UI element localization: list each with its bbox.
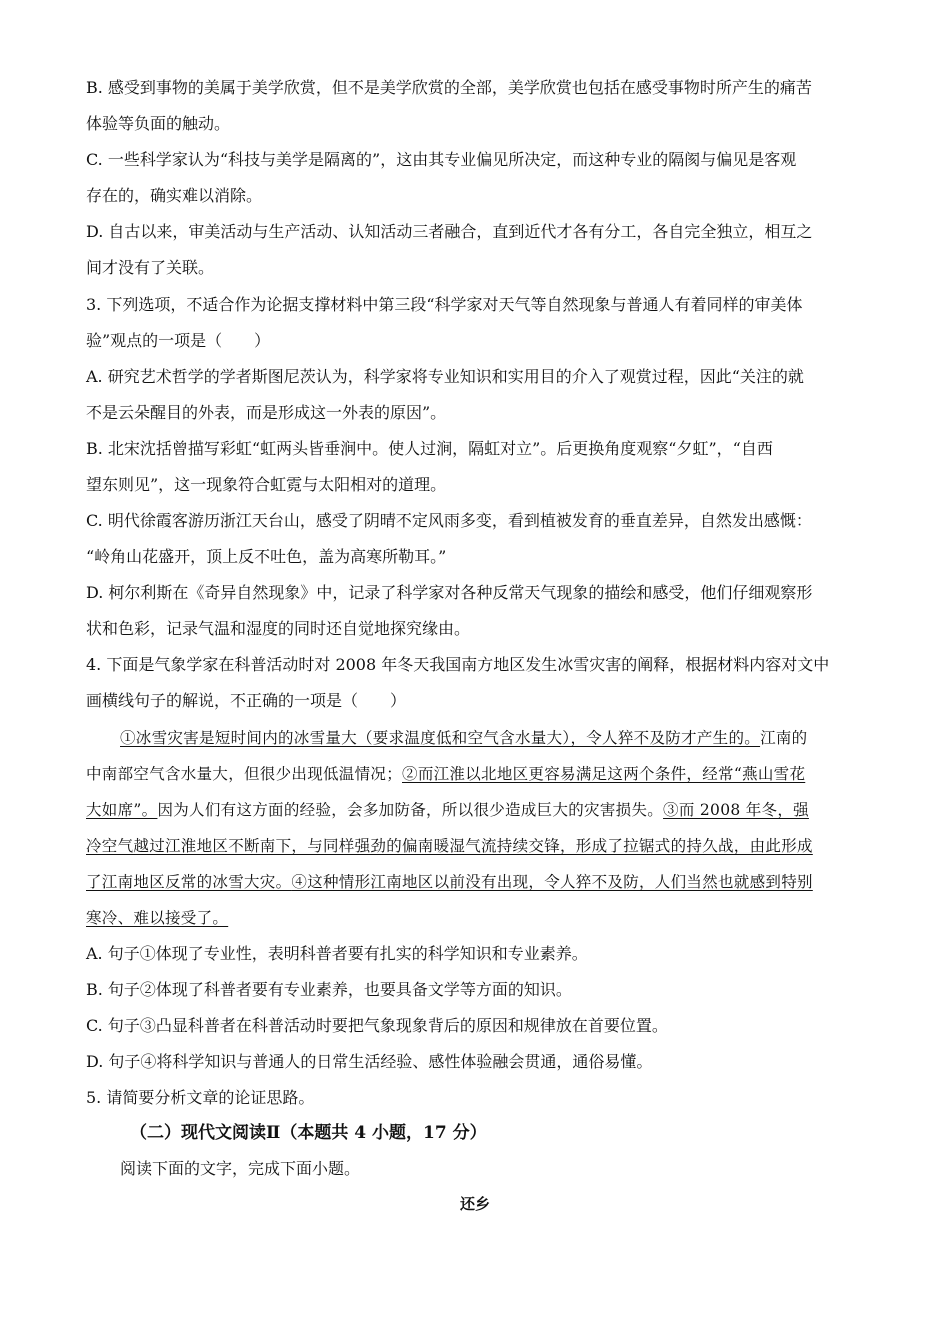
q4-stem-line-1: 4. 下面是气象学家在科普活动时对 2008 年冬天我国南方地区发生冰雪灾害的阐释，根据材料内容对文中 (86, 655, 830, 674)
q5-stem: 5. 请简要分析文章的论证思路。 (86, 1088, 315, 1107)
underlined-sentence-4-end: 寒冷、难以接受了。 (86, 909, 229, 927)
underlined-sentence-4: ④这种情形江南地区以前没有出现，令人猝不及防，人们当然也就感到特别 (291, 873, 813, 891)
underlined-sentence-2-end: 大如席”。 (86, 801, 158, 819)
q4-passage-line-3 (86, 799, 809, 821)
q2-option-c-line-2: 存在的，确实难以消除。 (86, 186, 263, 205)
passage-text: 中南部空气含水量大，但很少出现低温情况； (86, 765, 403, 783)
q2-option-c-line-1: C. 一些科学家认为“科技与美学是隔离的”，这由其专业偏见所决定，而这种专业的隔阂与偏见是客观 (86, 150, 797, 169)
underlined-sentence-3: ③而 2008 年冬，强 (663, 801, 809, 819)
q4-passage-line-1 (120, 727, 807, 749)
section-heading: （二）现代文阅读Ⅱ（本题共 4 小题，17 分） (130, 1123, 487, 1143)
q3-option-c-line-1: C. 明代徐霞客游历浙江天台山，感受了阴晴不定风雨多变，看到植被发育的垂直差异，自然发出感慨： (86, 511, 812, 530)
q4-stem-line-2: 画横线句子的解说，不正确的一项是（ ） (86, 691, 407, 710)
q4-option-b: B. 句子②体现了科普者要有专业素养，也要具备文学等方面的知识。 (86, 980, 572, 999)
q4-option-d: D. 句子④将科学知识与普通人的日常生活经验、感性体验融会贯通，通俗易懂。 (86, 1052, 653, 1071)
underlined-sentence-3-end: 了江南地区反常的冰雪大灾。 (86, 873, 292, 891)
q2-option-d-line-1: D. 自古以来，审美活动与生产活动、认知活动三者融合，直到近代才各有分工，各自完全独立，相互之 (86, 222, 813, 241)
q3-stem-line-2: 验”观点的一项是（ ） (86, 331, 271, 350)
underlined-sentence-2: ②而江淮以北地区更容易满足这两个条件，经常“燕山雪花 (402, 765, 806, 783)
q4-passage-line-2 (86, 763, 805, 785)
q3-stem-line-1: 3. 下列选项，不适合作为论据支撑材料中第三段“科学家对天气等自然现象与普通人有着同样的审美体 (86, 295, 803, 314)
q4-option-c: C. 句子③凸显科普者在科普活动时要把气象现象背后的原因和规律放在首要位置。 (86, 1016, 668, 1035)
q4-passage-line-4 (86, 835, 813, 857)
q4-passage-line-5 (86, 871, 813, 893)
underlined-sentence-3-cont: 冷空气越过江淮地区不断南下，与同样强劲的偏南暖湿气流持续交锋，形成了拉锯式的持久战，由此形成 (86, 837, 813, 855)
section-instruction: 阅读下面的文字，完成下面小题。 (120, 1159, 361, 1178)
underlined-sentence-1: ①冰雪灾害是短时间内的冰雪量大（要求温度低和空气含水量大），令人猝不及防才产生的。 (120, 729, 761, 747)
q3-option-a-line-1: A. 研究艺术哲学的学者斯图尼茨认为，科学家将专业知识和实用目的介入了观赏过程，因此“关注的就 (86, 367, 804, 386)
q4-passage-line-6 (86, 907, 228, 929)
q4-option-a: A. 句子①体现了专业性，表明科普者要有扎实的科学知识和专业素养。 (86, 944, 588, 963)
q3-option-b-line-1: B. 北宋沈括曾描写彩虹“虹两头皆垂涧中。使人过涧，隔虹对立”。后更换角度观察“夕虹”，“自西 (86, 439, 773, 458)
q3-option-d-line-2: 状和色彩，记录气温和湿度的同时还自觉地探究缘由。 (86, 619, 471, 638)
passage-title: 还乡 (459, 1195, 490, 1213)
q2-option-b-line-2: 体验等负面的触动。 (86, 114, 231, 133)
q3-option-c-line-2: “岭角山花盛开，顶上反不吐色，盖为高寒所勒耳。” (86, 547, 447, 566)
q2-option-b-line-1: B. 感受到事物的美属于美学欣赏，但不是美学欣赏的全部，美学欣赏也包括在感受事物时所产生的痛苦 (86, 78, 812, 97)
q2-option-d-line-2: 间才没有了关联。 (86, 258, 215, 277)
q3-option-a-line-2: 不是云朵醒目的外表，而是形成这一外表的原因”。 (86, 403, 447, 422)
q3-option-d-line-1: D. 柯尔利斯在《奇异自然现象》中，记录了科学家对各种反常天气现象的描绘和感受，他们仔细观察形 (86, 583, 813, 602)
passage-text: 因为人们有这方面的经验，会多加防备，所以很少造成巨大的灾害损失。 (157, 801, 664, 819)
passage-text: 江南的 (760, 729, 808, 747)
q3-option-b-line-2: 望东则见”，这一现象符合虹霓与太阳相对的道理。 (86, 475, 447, 494)
